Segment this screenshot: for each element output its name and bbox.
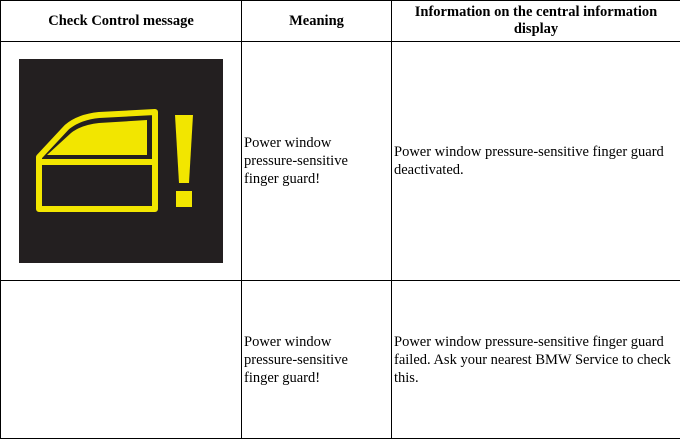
table-header-row xyxy=(1,1,680,42)
check-control-message-cell xyxy=(1,281,242,439)
information-cell: Power window pressure-sensitive finger guard deactivated. xyxy=(392,42,680,281)
check-control-message-cell xyxy=(1,42,242,281)
meaning-cell: Power window pressure-sensitive finger guard! xyxy=(242,42,392,281)
header-information-display: Information on the central information display xyxy=(392,1,680,42)
header-meaning: Meaning xyxy=(242,1,392,42)
table-row xyxy=(1,281,680,439)
information-cell: Power window pressure-sensitive finger guard failed. Ask your nearest BMW Service to check this. xyxy=(392,281,680,439)
table-row xyxy=(1,42,680,281)
header-check-control-message: Check Control message xyxy=(1,1,242,42)
door-window-warning-icon xyxy=(19,59,223,263)
meaning-cell: Power window pressure-sensitive finger guard! xyxy=(242,281,392,439)
